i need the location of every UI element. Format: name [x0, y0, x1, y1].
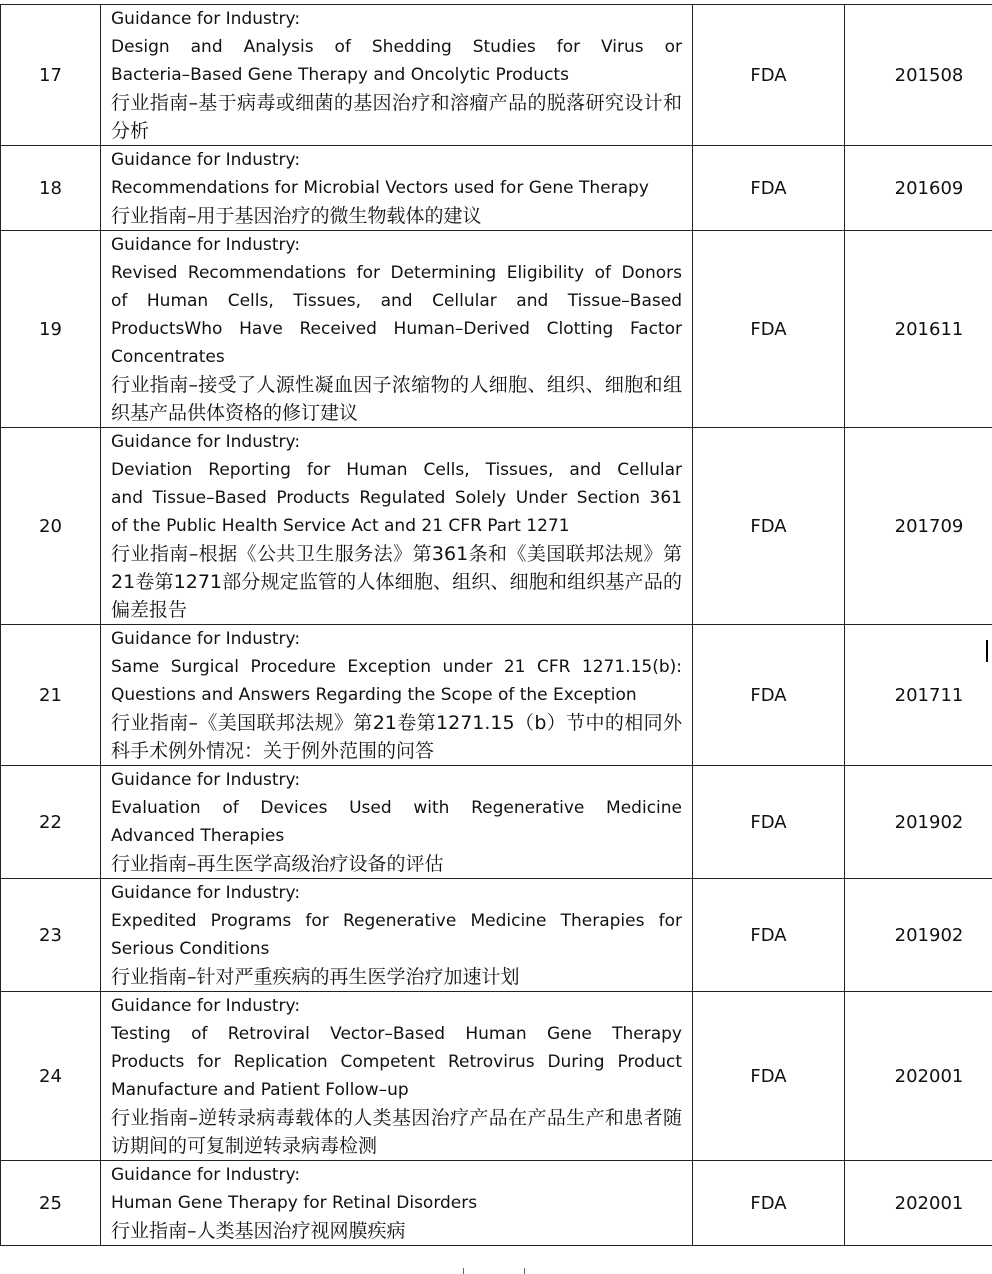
chinese-title: 行业指南–接受了人源性凝血因子浓缩物的人细胞、组织、细胞和组织基产品供体资格的修订建议 — [111, 374, 682, 424]
guidance-table — [0, 4, 992, 1246]
guidance-title-cell — [101, 879, 693, 992]
chinese-title: 行业指南–基于病毒或细菌的基因治疗和溶瘤产品的脱落研究设计和分析 — [111, 92, 682, 142]
guidance-title-cell — [101, 146, 693, 231]
issue-date: 201711 — [845, 625, 992, 766]
chinese-title: 行业指南–根据《公共卫生服务法》第361条和《美国联邦法规》第21卷第1271部分规定监管的人体细胞、组织、细胞和组织基产品的偏差报告 — [111, 543, 682, 621]
guidance-heading: Guidance for Industry: — [111, 1165, 301, 1185]
guidance-title-cell — [101, 231, 693, 428]
guidance-heading: Guidance for Industry: — [111, 770, 301, 790]
table-row — [1, 625, 992, 766]
issue-date: 201611 — [845, 231, 992, 428]
row-number: 21 — [1, 625, 101, 766]
row-number: 20 — [1, 428, 101, 625]
english-title-line: Evaluation of Devices Used with Regenerative Medicine — [111, 798, 682, 818]
guidance-title-cell — [101, 625, 693, 766]
guidance-heading: Guidance for Industry: — [111, 9, 301, 29]
guidance-heading: Guidance for Industry: — [111, 996, 301, 1016]
table-row — [1, 1161, 992, 1246]
table-row — [1, 879, 992, 992]
table-row — [1, 992, 992, 1161]
english-title-line: of Human Cells, Tissues, and Cellular and Tissue–Based — [111, 291, 682, 311]
issuing-agency: FDA — [693, 992, 845, 1161]
issue-date: 201709 — [845, 428, 992, 625]
table-row — [1, 428, 992, 625]
guidance-title-cell — [101, 428, 693, 625]
table-row — [1, 146, 992, 231]
text-cursor — [986, 640, 988, 662]
issue-date: 201902 — [845, 879, 992, 992]
issue-date: 202001 — [845, 1161, 992, 1246]
guidance-title-cell — [101, 992, 693, 1161]
chinese-title: 行业指南–人类基因治疗视网膜疾病 — [111, 1220, 406, 1242]
english-title-line: Revised Recommendations for Determining Eligibility of Donors — [111, 263, 682, 283]
issuing-agency: FDA — [693, 766, 845, 879]
issue-date: 201508 — [845, 5, 992, 146]
row-number: 25 — [1, 1161, 101, 1246]
table-row — [1, 766, 992, 879]
english-title-line: Human Gene Therapy for Retinal Disorders — [111, 1193, 478, 1213]
chinese-title: 行业指南–用于基因治疗的微生物载体的建议 — [111, 205, 482, 227]
guidance-heading: Guidance for Industry: — [111, 432, 301, 452]
page-footer-mark — [463, 1268, 525, 1274]
issuing-agency: FDA — [693, 1161, 845, 1246]
table-row — [1, 5, 992, 146]
chinese-title: 行业指南–逆转录病毒载体的人类基因治疗产品在产品生产和患者随访期间的可复制逆转录病毒检测 — [111, 1107, 682, 1157]
guidance-heading: Guidance for Industry: — [111, 883, 301, 903]
english-title-line: Same Surgical Procedure Exception under 21 CFR 1271.15(b): — [111, 657, 682, 677]
english-title-line: Deviation Reporting for Human Cells, Tissues, and Cellular — [111, 460, 682, 480]
table-row — [1, 231, 992, 428]
english-title-line: and Tissue–Based Products Regulated Solely Under Section 361 — [111, 488, 682, 508]
guidance-title-cell — [101, 1161, 693, 1246]
guidance-title-cell — [101, 766, 693, 879]
english-title-line: Advanced Therapies — [111, 826, 285, 846]
row-number: 18 — [1, 146, 101, 231]
issuing-agency: FDA — [693, 146, 845, 231]
english-title-line: Products for Replication Competent Retrovirus During Product — [111, 1052, 682, 1072]
row-number: 17 — [1, 5, 101, 146]
row-number: 24 — [1, 992, 101, 1161]
chinese-title: 行业指南–再生医学高级治疗设备的评估 — [111, 853, 444, 875]
english-title-line: Serious Conditions — [111, 939, 270, 959]
english-title-line: Expedited Programs for Regenerative Medicine Therapies for — [111, 911, 682, 931]
english-title-line: Questions and Answers Regarding the Scope of the Exception — [111, 685, 637, 705]
issuing-agency: FDA — [693, 5, 845, 146]
issue-date: 201902 — [845, 766, 992, 879]
english-title-line: Concentrates — [111, 347, 225, 367]
english-title-line: Manufacture and Patient Follow–up — [111, 1080, 409, 1100]
chinese-title: 行业指南–《美国联邦法规》第21卷第1271.15（b）节中的相同外科手术例外情况：关于例外范围的问答 — [111, 712, 682, 762]
issuing-agency: FDA — [693, 879, 845, 992]
guidance-table-body — [1, 5, 992, 1246]
chinese-title: 行业指南–针对严重疾病的再生医学治疗加速计划 — [111, 966, 520, 988]
issue-date: 202001 — [845, 992, 992, 1161]
guidance-heading: Guidance for Industry: — [111, 235, 301, 255]
guidance-heading: Guidance for Industry: — [111, 150, 301, 170]
english-title-line: ProductsWho Have Received Human–Derived Clotting Factor — [111, 319, 682, 339]
english-title-line: Bacteria–Based Gene Therapy and Oncolytic Products — [111, 65, 569, 85]
guidance-title-cell — [101, 5, 693, 146]
english-title-line: Design and Analysis of Shedding Studies for Virus or — [111, 37, 682, 57]
english-title-line: Testing of Retroviral Vector–Based Human Gene Therapy — [111, 1024, 682, 1044]
row-number: 23 — [1, 879, 101, 992]
english-title-line: of the Public Health Service Act and 21 CFR Part 1271 — [111, 516, 570, 536]
issue-date: 201609 — [845, 146, 992, 231]
issuing-agency: FDA — [693, 231, 845, 428]
row-number: 19 — [1, 231, 101, 428]
issuing-agency: FDA — [693, 428, 845, 625]
guidance-heading: Guidance for Industry: — [111, 629, 301, 649]
english-title-line: Recommendations for Microbial Vectors used for Gene Therapy — [111, 178, 649, 198]
row-number: 22 — [1, 766, 101, 879]
issuing-agency: FDA — [693, 625, 845, 766]
